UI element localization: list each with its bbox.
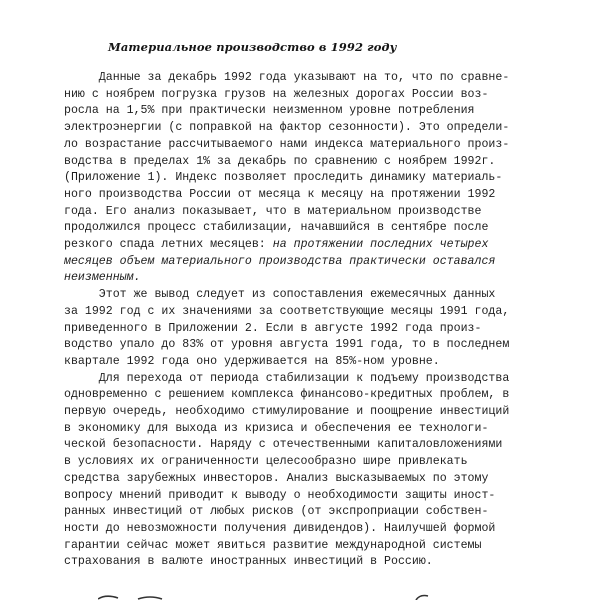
text-line: первую очередь, необходимо стимулирование и поощрение инвестиций	[64, 405, 510, 419]
text-line: страхования в валюте иностранных инвестиций в Россию.	[64, 555, 433, 569]
text-line: водства в пределах 1% за декабрь по сравнению с ноябрем 1992г.	[64, 154, 496, 168]
text-line: года. Его анализ показывает, что в материальном производстве	[64, 204, 482, 218]
emphasis-line: месяцев объем материального производства практически оставался	[64, 254, 496, 268]
text-line: (Приложение 1). Индекс позволяет проследить динамику материаль-	[64, 171, 503, 185]
text-line: гарантии сейчас может явиться развитие международной системы	[64, 538, 482, 552]
text-line: Для перехода от периода стабилизации к подъему производства	[64, 371, 510, 385]
text-line: квартале 1992 года оно удерживается на 85%-ном уровне.	[64, 354, 440, 368]
paragraph-2	[64, 287, 554, 371]
text-line: ранных инвестиций от любых рисков (от экспроприации собствен-	[64, 505, 489, 519]
document-title: Материальное производство в 1992 году	[108, 40, 397, 54]
text-fragment: резкого спада летних месяцев:	[64, 238, 273, 252]
text-line: росла на 1,5% при практически неизменном уровне потребления	[64, 104, 475, 118]
cropped-text-fragment	[98, 594, 438, 600]
text-line: ного производства России от месяца к месяцу на протяжении 1992	[64, 187, 496, 201]
text-line: Данные за декабрь 1992 года указывают на то, что по сравне-	[64, 71, 510, 84]
text-line: в экономику для выхода из кризиса и обеспечения ее технологи-	[64, 421, 489, 435]
text-line: ности до невозможности получения дивидендов). Наилучшей формой	[64, 521, 496, 535]
text-line: ло возрастание рассчитываемого нами индекса материального произ-	[64, 137, 510, 151]
text-line: продолжился процесс стабилизации, начавшийся в сентябре после	[64, 221, 489, 235]
text-line: приведенного в Приложении 2. Если в августе 1992 года произ-	[64, 321, 482, 335]
text-line: в условиях их ограниченности целесообразно шире привлекать	[64, 455, 468, 469]
text-line: одновременно с решением комплекса финансово-кредитных проблем, в	[64, 388, 510, 402]
text-line: средства зарубежных инвесторов. Анализ высказываемых по этому	[64, 471, 489, 485]
text-line: ческой безопасности. Наряду с отечественными капиталовложениями	[64, 438, 503, 452]
text-line: водство упало до 83% от уровня августа 1991 года, то в последнем	[64, 338, 510, 352]
text-line: Этот же вывод следует из сопоставления ежемесячных данных	[64, 288, 496, 302]
text-line: электроэнергии (с поправкой на фактор сезонности). Это определи-	[64, 121, 510, 135]
text-line-with-emphasis	[64, 237, 554, 254]
text-line: вопросу мнений приводит к выводу о необходимости защиты иност-	[64, 488, 496, 502]
text-line: нию с ноябрем погрузка грузов на железных дорогах России воз-	[64, 87, 489, 101]
paragraph-3	[64, 371, 554, 571]
emphasis-text: на протяжении последних четырех	[272, 238, 489, 252]
document-body	[64, 70, 554, 571]
paragraph-1	[64, 70, 554, 287]
text-line: за 1992 год с их значениями за соответствующие месяцы 1991 года,	[64, 304, 510, 318]
emphasis-line: неизменным.	[64, 271, 141, 285]
